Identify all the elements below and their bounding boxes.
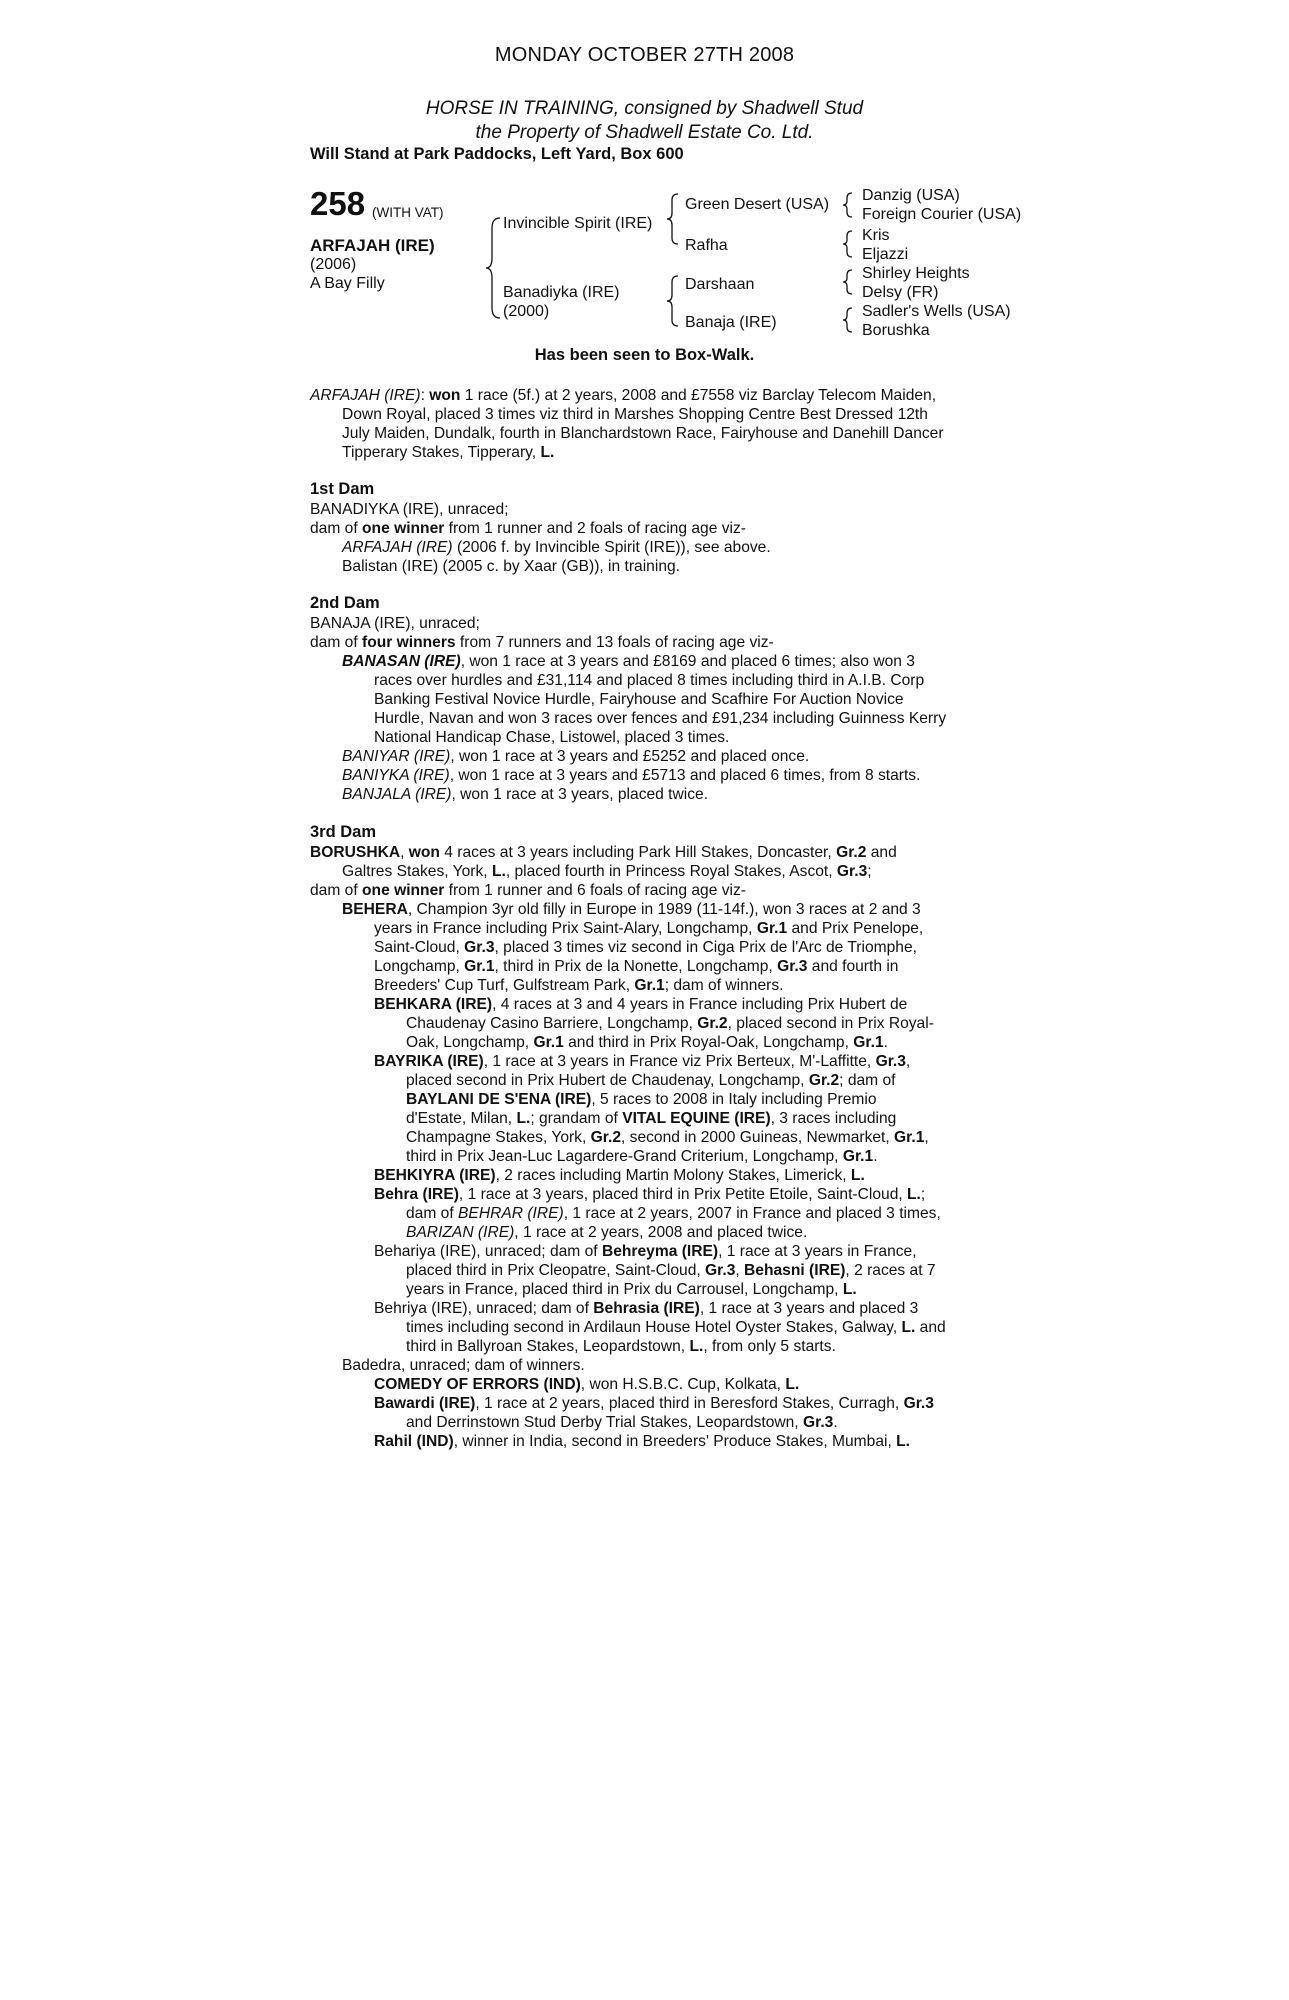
body-text-run: races over hurdles and £31,114 and placed 8 times including third in A.I.B. Corp [374, 672, 925, 689]
brace-gg3 [843, 270, 852, 294]
body-text-run: BANIYAR (IRE) [342, 748, 451, 765]
body-line [342, 900, 921, 919]
section-heading: 2nd Dam [310, 594, 380, 612]
body-text-run: Gr.1 [464, 958, 495, 975]
pedigree-dam: Banadiyka (IRE) [503, 284, 620, 301]
body-text-run: Gr.2 [808, 1072, 840, 1089]
body-text-run: , [924, 1129, 929, 1146]
body-text-run: one winner [362, 520, 445, 537]
body-text-run: Gr.2 [697, 1015, 728, 1032]
body-line [406, 1128, 929, 1147]
body-text-run: and fourth in [807, 958, 899, 975]
body-line [374, 690, 904, 709]
vat-label: (WITH VAT) [372, 205, 444, 220]
pedigree-gg-3: Kris [862, 227, 890, 244]
body-text-run: , placed fourth in Princess Royal Stakes, Ascot, [505, 863, 837, 880]
pedigree-granddam-paternal: Rafha [685, 237, 728, 254]
body-line [406, 1280, 857, 1299]
body-line [374, 976, 783, 995]
body-text-run: , 4 races at 3 and 4 years in France including Prix Hubert de [492, 996, 908, 1013]
body-text-run: , second in 2000 Guineas, Newmarket, [621, 1129, 895, 1146]
brace-parents [486, 218, 500, 318]
body-text-run: Gr.1 [853, 1034, 884, 1051]
brace-dam [667, 276, 678, 326]
body-text-run: dam of [406, 1205, 459, 1222]
body-text-run: , 2 races including Martin Molony Stakes, Limerick, [495, 1167, 851, 1184]
body-text-run: ; [867, 863, 872, 880]
pedigree-gg-6: Delsy (FR) [862, 284, 939, 301]
body-text-run: from 7 runners and 13 foals of racing age viz- [455, 634, 774, 651]
body-line [310, 386, 936, 405]
body-text-run: won [429, 387, 461, 404]
body-text-run: L. [689, 1338, 704, 1355]
body-line [342, 652, 915, 671]
body-text-run: BEHKIYRA (IRE) [374, 1167, 496, 1184]
body-line [310, 881, 746, 900]
pedigree-dam-year: (2000) [503, 303, 550, 320]
body-text-run: d'Estate, Milan, [406, 1110, 517, 1127]
body-text-run: Gr.2 [590, 1129, 621, 1146]
body-text-run: BEHERA [342, 901, 408, 918]
body-text-run: : [420, 387, 430, 404]
body-text-run: (2006 f. by Invincible Spirit (IRE)), see above. [452, 539, 771, 556]
body-line [310, 843, 897, 862]
body-text-run: . [873, 1148, 878, 1165]
body-line [374, 919, 923, 938]
body-text-run: , 1 race at 3 years in France, [718, 1243, 917, 1260]
body-text-run: four winners [362, 634, 456, 651]
brace-gg2 [843, 231, 852, 257]
body-text-run: Breeders' Cup Turf, Gulfstream Park, [374, 977, 635, 994]
body-text-run: Chaudenay Casino Barriere, Longchamp, [406, 1015, 698, 1032]
pedigree-granddam-maternal: Banaja (IRE) [685, 314, 777, 331]
body-text-run: , Champion 3yr old filly in Europe in 1989 (11-14f.), won 3 races at 2 and 3 [407, 901, 921, 918]
body-text-run: Gr.3 [836, 863, 868, 880]
body-text-run: ARFAJAH (IRE) [310, 387, 421, 404]
body-text-run: ; grandam of [530, 1110, 623, 1127]
body-text-run: Oak, Longchamp, [406, 1034, 534, 1051]
body-line [406, 1090, 877, 1109]
body-text-run: Gr.3 [464, 939, 495, 956]
pedigree-gg-4: Eljazzi [862, 246, 909, 263]
body-text-run: , 1 race at 3 years in France viz Prix Berteux, M'-Laffitte, [483, 1053, 876, 1070]
brace-sire [667, 194, 678, 244]
body-text-run: dam of [310, 634, 363, 651]
section-heading: 1st Dam [310, 480, 375, 498]
body-line [374, 709, 946, 728]
horse-description: A Bay Filly [310, 275, 385, 292]
body-text-run: Behreyma (IRE) [601, 1243, 719, 1260]
body-text-run: and [915, 1319, 946, 1336]
body-text-run: Saint-Cloud, [374, 939, 465, 956]
body-text-run: , winner in India, second in Breeders' Produce Stakes, Mumbai, [453, 1433, 897, 1450]
body-text-run: Gr.3 [777, 958, 808, 975]
owner-line: the Property of Shadwell Estate Co. Ltd. [475, 122, 814, 143]
body-text-run: BAYRIKA (IRE) [374, 1053, 484, 1070]
body-line [406, 1147, 878, 1166]
body-line [406, 1337, 836, 1356]
pedigree-gg-5: Shirley Heights [862, 265, 970, 282]
body-text-run: Champagne Stakes, York, [406, 1129, 591, 1146]
body-text-run: L. [842, 1281, 857, 1298]
body-text-run: Rahil (IND) [374, 1433, 454, 1450]
body-line [406, 1014, 934, 1033]
body-text-run: years in France including Prix Saint-Alary, Longchamp, [374, 920, 757, 937]
body-text-run: and third in Prix Royal-Oak, Longchamp, [563, 1034, 854, 1051]
sale-date: MONDAY OCTOBER 27TH 2008 [494, 44, 795, 66]
body-text-run: VITAL EQUINE (IRE) [622, 1110, 771, 1127]
body-text-run: Gr.3 [875, 1053, 906, 1070]
body-text-run: dam of [310, 520, 363, 537]
body-text-run: third in Prix Jean-Luc Lagardere-Grand Criterium, Longchamp, [406, 1148, 843, 1165]
body-line [342, 1356, 585, 1375]
body-line [342, 443, 554, 462]
body-text-run: , won H.S.B.C. Cup, Kolkata, [580, 1376, 786, 1393]
body-text-run: Behasni (IRE) [744, 1262, 846, 1279]
horse-year: (2006) [310, 256, 357, 273]
body-text-run: , [400, 844, 409, 861]
body-line [374, 1394, 934, 1413]
section-heading: 3rd Dam [310, 823, 377, 841]
body-text-run: BANASAN (IRE) [342, 653, 461, 670]
body-text-run: Gr.1 [634, 977, 665, 994]
pedigree-sire: Invincible Spirit (IRE) [503, 215, 653, 232]
body-line [406, 1109, 896, 1128]
body-text-run: BANJALA (IRE) [342, 786, 452, 803]
lot-number: 258 [310, 185, 366, 222]
body-text-run: , 1 race at 2 years, placed third in Beresford Stakes, Curragh, [475, 1395, 904, 1412]
body-line [374, 1375, 799, 1394]
brace-gg4 [843, 308, 852, 332]
body-line [310, 614, 480, 633]
body-text-run: , 5 races to 2008 in Italy including Premio [591, 1091, 877, 1108]
body-text-run: and Prix Penelope, [787, 920, 924, 937]
pedigree-gg-7: Sadler's Wells (USA) [862, 303, 1011, 320]
body-line [374, 1242, 917, 1261]
body-line [342, 785, 708, 804]
body-line [406, 1033, 888, 1052]
body-text-run: BORUSHKA [310, 844, 401, 861]
body-line [374, 1432, 910, 1451]
body-text-run: L. [540, 444, 555, 461]
body-text-run: Gr.2 [836, 844, 867, 861]
body-line [374, 1052, 910, 1071]
body-line [310, 633, 774, 652]
body-line [374, 1185, 925, 1204]
body-text-run: Hurdle, Navan and won 3 races over fences and £91,234 including Guinness Kerry [374, 710, 947, 727]
body-line [310, 480, 374, 499]
body-text-run: times including second in Ardilaun House Hotel Oyster Stakes, Galway, [406, 1319, 902, 1336]
body-text-run: Behrasia (IRE) [593, 1300, 700, 1317]
body-text-run: , from only 5 starts. [703, 1338, 836, 1355]
body-line [406, 1204, 941, 1223]
body-text-run: third in Ballyroan Stakes, Leopardstown, [406, 1338, 690, 1355]
body-text-run: Badedra, unraced; dam of winners. [342, 1357, 585, 1374]
body-line [406, 1261, 936, 1280]
body-line [406, 1071, 896, 1090]
body-text-run: Down Royal, placed 3 times viz third in Marshes Shopping Centre Best Dressed 12th [342, 406, 928, 423]
body-text-run: ; dam of winners. [664, 977, 784, 994]
pedigree-gg-8: Borushka [862, 322, 930, 339]
body-text-run: BEHKARA (IRE) [374, 996, 493, 1013]
body-text-run: L. [516, 1110, 531, 1127]
body-text-run: , 2 races at 7 [845, 1262, 936, 1279]
body-text-run: years in France, placed third in Prix du Carrousel, Longchamp, [406, 1281, 843, 1298]
body-text-run: placed second in Prix Hubert de Chaudenay, Longchamp, [406, 1072, 809, 1089]
body-line [374, 1299, 918, 1318]
body-text-run: Gr.1 [756, 920, 788, 937]
body-line [342, 424, 944, 443]
body-text-run: Banking Festival Novice Hurdle, Fairyhouse and Scafhire For Auction Novice [374, 691, 904, 708]
body-text-run: ; [920, 1186, 926, 1203]
body-text-run: L. [907, 1186, 921, 1203]
body-line [310, 823, 376, 842]
body-text-run: , placed 3 times viz second in Ciga Prix de l'Arc de Triomphe, [494, 939, 917, 956]
body-text-run: L. [896, 1433, 910, 1450]
body-text-run: Longchamp, [374, 958, 465, 975]
body-text-run: BANAJA (IRE), unraced; [310, 615, 480, 632]
body-text-run: , 1 race at 3 years, placed third in Prix Petite Etoile, Saint-Cloud, [458, 1186, 908, 1203]
pedigree-gg-1: Danzig (USA) [862, 187, 960, 204]
body-line [310, 519, 746, 538]
body-text-run: BEHRAR (IRE) [458, 1205, 564, 1222]
body-text-run: , 1 race at 2 years, 2008 and placed twice. [514, 1224, 808, 1241]
body-text-run: Tipperary Stakes, Tipperary, [342, 444, 541, 461]
body-text-run: Behra (IRE) [374, 1186, 459, 1203]
box-walk-note: Has been seen to Box-Walk. [534, 346, 755, 364]
body-text-run: Bawardi (IRE) [374, 1395, 476, 1412]
body-text-run: Gr.3 [705, 1262, 736, 1279]
body-text-run: L. [491, 863, 506, 880]
body-text-run: , 3 races including [770, 1110, 897, 1127]
body-text-run: Galtres Stakes, York, [342, 863, 492, 880]
body-text-run: , [735, 1262, 745, 1279]
body-text-run: . [883, 1034, 888, 1051]
horse-name: ARFAJAH (IRE) [310, 236, 435, 255]
body-line [406, 1223, 807, 1242]
body-text-run: National Handicap Chase, Listowel, placed 3 times. [374, 729, 730, 746]
body-text-run: L. [901, 1319, 916, 1336]
body-text-run: ARFAJAH (IRE) [342, 539, 453, 556]
body-line [374, 728, 729, 747]
body-text-run: placed third in Prix Cleopatre, Saint-Cloud, [406, 1262, 706, 1279]
body-text-run: Behriya (IRE), unraced; dam of [374, 1300, 594, 1317]
body-text-run: Behariya (IRE), unraced; dam of [374, 1243, 602, 1260]
body-text-run: BARIZAN (IRE) [406, 1224, 515, 1241]
body-text-run: , third in Prix de la Nonette, Longchamp, [494, 958, 778, 975]
body-text-run: , 1 race at 2 years, 2007 in France and placed 3 times, [563, 1205, 941, 1222]
body-text-run: BANADIYKA (IRE), unraced; [310, 501, 509, 518]
body-text-run: , won 1 race at 3 years, placed twice. [451, 786, 709, 803]
pedigree-gg-2: Foreign Courier (USA) [862, 206, 1022, 223]
body-text-run: Gr.1 [533, 1034, 564, 1051]
body-text-run: L. [850, 1167, 865, 1184]
body-text-run: BANIYKA (IRE) [342, 767, 450, 784]
body-text-run: , [905, 1053, 911, 1070]
body-text-run: . [833, 1414, 838, 1431]
body-line [406, 1413, 838, 1432]
body-line [342, 747, 809, 766]
pedigree-grandsire-maternal: Darshaan [685, 276, 755, 293]
body-line [374, 995, 907, 1014]
body-text-run: , won 1 race at 3 years and £5252 and placed once. [450, 748, 810, 765]
body-line [342, 557, 680, 576]
body-text-run: COMEDY OF ERRORS (IND) [374, 1376, 581, 1393]
body-text-run: , placed second in Prix Royal- [727, 1015, 934, 1032]
body-text-run: L. [785, 1376, 800, 1393]
body-line [342, 766, 920, 785]
body-text-run: Balistan (IRE) (2005 c. by Xaar (GB)), in training. [342, 558, 680, 575]
body-line [374, 957, 898, 976]
body-text-run: 1 race (5f.) at 2 years, 2008 and £7558 viz Barclay Telecom Maiden, [460, 387, 937, 404]
body-line [374, 938, 917, 957]
body-line [374, 671, 924, 690]
body-text-run: 4 races at 3 years including Park Hill Stakes, Doncaster, [439, 844, 837, 861]
pedigree-grandsire: Green Desert (USA) [685, 196, 830, 213]
body-line [374, 1166, 865, 1185]
body-text-run: won [408, 844, 440, 861]
body-text-run: Gr.3 [903, 1395, 934, 1412]
body-text-run: from 1 runner and 2 foals of racing age viz- [444, 520, 746, 537]
brace-gg1 [843, 193, 852, 217]
pedigree-braces [0, 0, 1289, 360]
body-text-run: , won 1 race at 3 years and £5713 and placed 6 times, from 8 starts. [449, 767, 921, 784]
consignor-line: HORSE IN TRAINING, consigned by Shadwell Stud [425, 98, 864, 119]
body-text-run: Gr.1 [894, 1129, 925, 1146]
body-text-run: July Maiden, Dundalk, fourth in Blanchardstown Race, Fairyhouse and Danehill Dancer [342, 425, 944, 442]
body-text-run: ; dam of [839, 1072, 896, 1089]
body-text-run: , won 1 race at 3 years and £8169 and placed 6 times; also won 3 [460, 653, 915, 670]
body-text-run: Gr.1 [842, 1148, 874, 1165]
stand-location: Will Stand at Park Paddocks, Left Yard, Box 600 [310, 145, 684, 163]
body-line [342, 405, 928, 424]
body-text-run: one winner [362, 882, 445, 899]
body-text-run: Gr.3 [802, 1414, 834, 1431]
body-line [342, 862, 872, 881]
body-line [342, 538, 771, 557]
body-text-run: and Derrinstown Stud Derby Trial Stakes, Leopardstown, [406, 1414, 803, 1431]
body-line [310, 594, 380, 613]
body-text-run: BAYLANI DE S'ENA (IRE) [406, 1091, 592, 1108]
body-text-run: from 1 runner and 6 foals of racing age viz- [444, 882, 746, 899]
body-line [406, 1318, 946, 1337]
body-text-run: , 1 race at 3 years and placed 3 [699, 1300, 919, 1317]
body-text-run: dam of [310, 882, 363, 899]
body-text-run: and [866, 844, 897, 861]
body-line [310, 500, 508, 519]
